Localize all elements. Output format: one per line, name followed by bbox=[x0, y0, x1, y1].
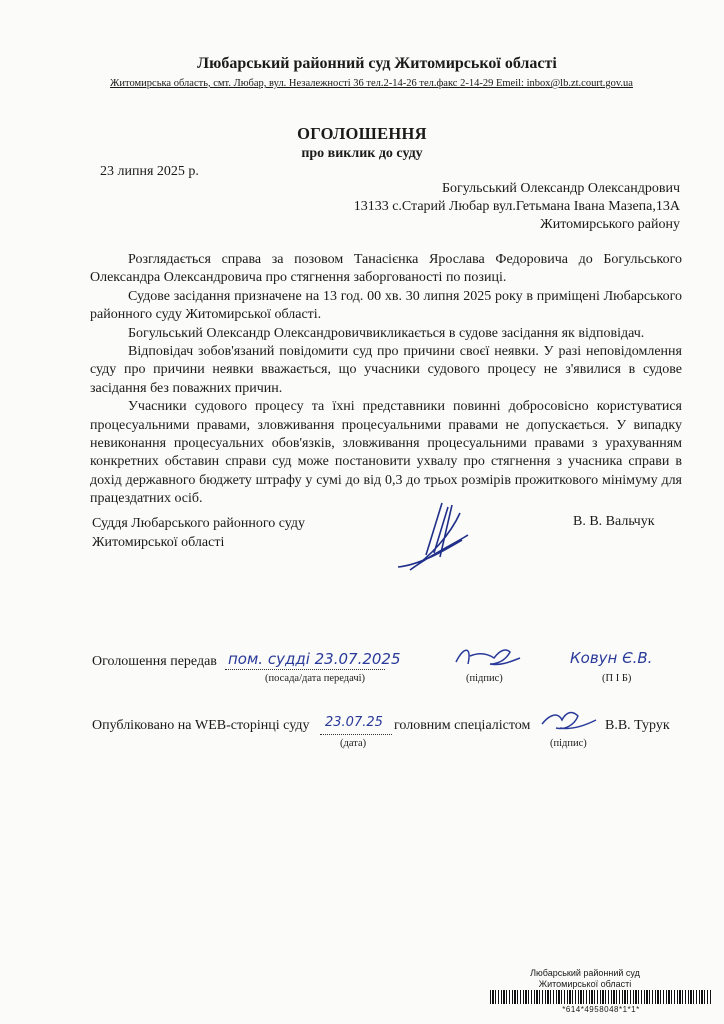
transfer-handwritten-name: Ковун Є.В. bbox=[570, 649, 653, 667]
paragraph-hearing: Судове засідання призначене на 13 год. 00 хв. 30 липня 2025 року в приміщені Любарського районного суду Житомирської області. bbox=[90, 288, 682, 323]
judge-name: В. В. Вальчук bbox=[573, 514, 655, 529]
body-text bbox=[90, 251, 682, 509]
paragraph-rights: Учасники судового процесу та їхні представники повинні добросовісно користуватися процесуальними правами, зловживання процесуальними правами не допускається. У випадку невиконання процесуальних обов'язків, зловживання процесуальними правами з урахуванням конкретних обставин справи суд може постановити ухвалу про стягнення з учасника справи в дохід державного бюджету штрафу у сумі до від 0,3 до трьох розмірів прожиткового мінімуму для працездатних осіб. bbox=[90, 399, 682, 507]
publication-caption-signature: (підпис) bbox=[550, 738, 587, 749]
judge-signature bbox=[390, 495, 480, 580]
recipient-name: Богульський Олександр Олександрович bbox=[441, 181, 680, 196]
paragraph-summons: Богульський Олександр Олександровичвикликається в судове засідання як відповідач. bbox=[128, 325, 645, 341]
document-subtitle: про виклик до суду bbox=[301, 146, 423, 161]
document-date: 23 липня 2025 р. bbox=[100, 164, 199, 179]
stamp-line2: Житомирської області bbox=[538, 979, 632, 989]
paragraph-notify: Відповідач зобов'язаний повідомити суд про причини своєї неявки. У разі неповідомлення суду про причини неявки вважається, що учасники судового процесу не з'явилися в судове засідання без поважних причин. bbox=[90, 344, 682, 396]
publication-caption-date: (дата) bbox=[340, 738, 367, 749]
stamp-line1: Любарський районний суд bbox=[530, 968, 640, 978]
paragraph-case: Розглядається справа за позовом Танасієнка Ярослава Федоровича до Богульського Олександра Олександровича про стягнення заборгованості по позиці. bbox=[90, 252, 682, 286]
publication-date-line bbox=[320, 734, 392, 735]
barcode-number: *614*4958048*1*1* bbox=[562, 1005, 640, 1014]
recipient-address-line1: 13133 с.Старий Любар вул.Гетьмана Івана Мазепа,13А bbox=[353, 199, 680, 214]
transfer-signature bbox=[450, 640, 525, 672]
barcode bbox=[490, 990, 712, 1004]
court-name: Любарський районний суд Житомирської області bbox=[197, 55, 557, 72]
judge-position bbox=[92, 514, 305, 552]
judge-position-line1: Суддя Любарського районного суду bbox=[92, 516, 306, 531]
court-stamp bbox=[520, 968, 650, 990]
transfer-caption-signature: (підпис) bbox=[466, 673, 503, 684]
transfer-caption-name: (П І Б) bbox=[602, 673, 632, 684]
publication-handwritten-date: 23.07.25 bbox=[325, 715, 383, 730]
publication-by-label: головним спеціалістом bbox=[394, 718, 531, 733]
transfer-label: Оголошення передав bbox=[92, 654, 217, 669]
publication-label: Опубліковано на WEB-сторінці суду bbox=[92, 718, 310, 733]
publication-specialist-name: В.В. Турук bbox=[605, 718, 670, 733]
document-title: ОГОЛОШЕННЯ bbox=[297, 124, 427, 143]
publication-signature bbox=[538, 706, 602, 736]
transfer-position-date-line bbox=[225, 669, 385, 670]
transfer-caption-position-date: (посада/дата передачі) bbox=[265, 673, 366, 684]
court-address: Житомирська область, смт. Любар, вул. Незалежності 36 тел.2-14-26 тел.факс 2-14-29 Emeil: inbox@lb.zt.court.gov.ua bbox=[110, 78, 633, 89]
recipient-address-line2: Житомирського району bbox=[540, 217, 680, 232]
transfer-handwritten-position-date: пом. судді 23.07.2025 bbox=[228, 650, 401, 668]
judge-position-line2: Житомирської області bbox=[92, 535, 225, 550]
